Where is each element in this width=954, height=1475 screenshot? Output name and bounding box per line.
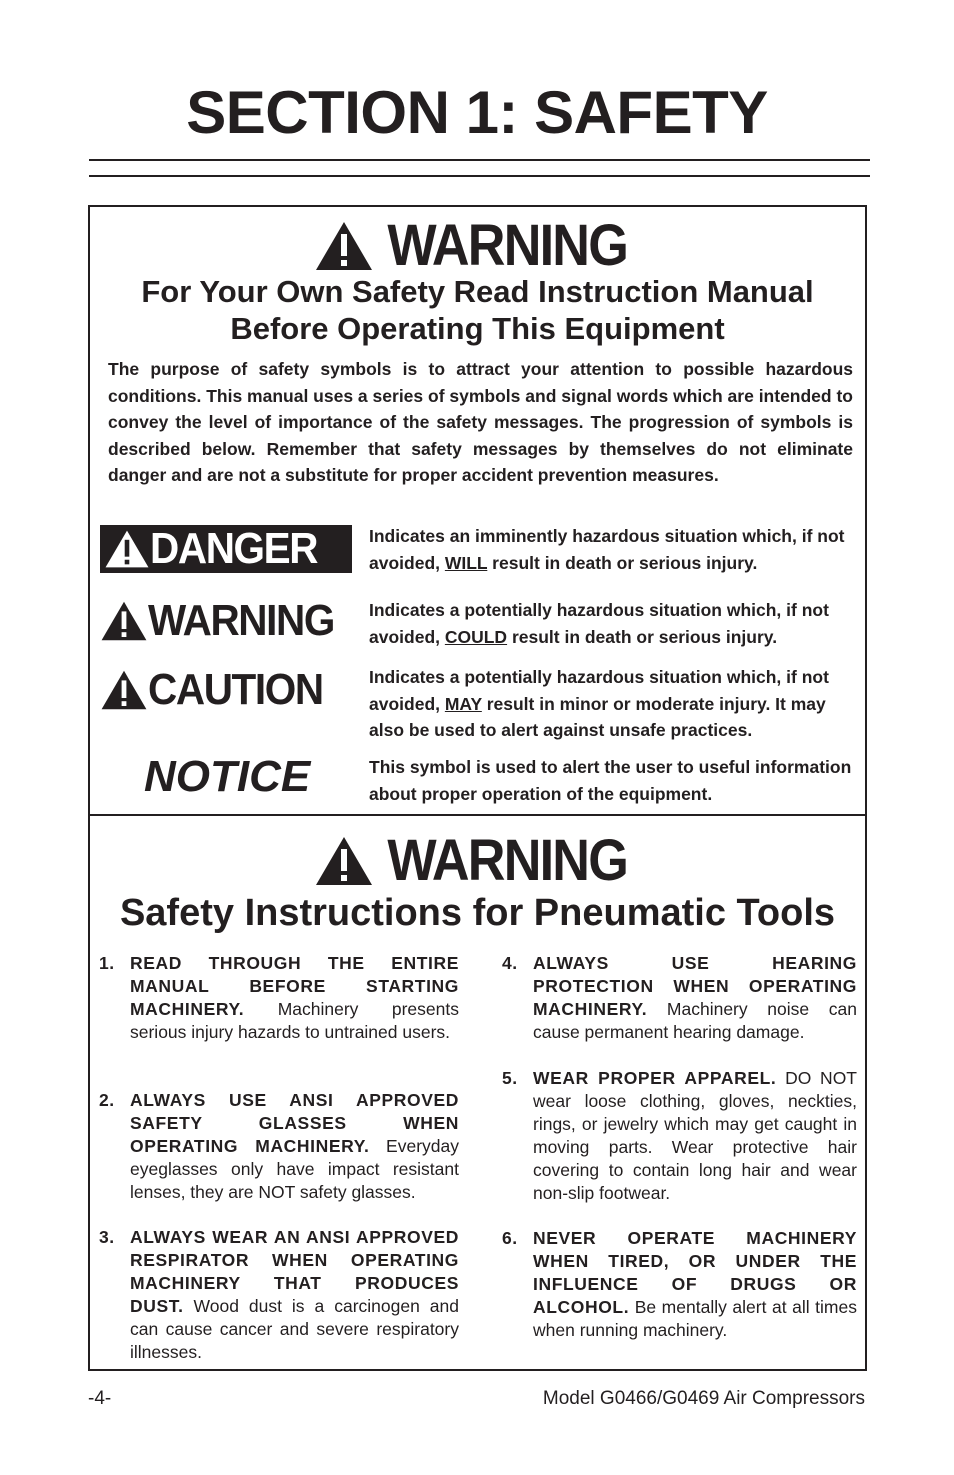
caution-word: CAUTION <box>148 665 323 714</box>
intro-paragraph: The purpose of safety symbols is to attract your attention to possible hazardous conditions. This manual uses a series of symbols and signal words which are intended to convey the level of importance of the safety messages. The progression of symbols is described below. Remember that safety messages by themselves do not eliminate danger and are not a substitute for proper accident prevention measures. <box>108 359 853 485</box>
list-item: 4. ALWAYS USE HEARING PROTECTION WHEN OPERATING MACHINERY. Machinery noise can cause permanent hearing damage. <box>502 953 857 1042</box>
danger-key-word: WILL <box>444 552 488 573</box>
page-number: -4- <box>88 1388 112 1409</box>
warning-triangle-icon <box>314 220 374 272</box>
subheading: Safety Instructions for Pneumatic Tools <box>119 892 836 934</box>
warning-description: Indicates a potentially hazardous situation which, if not avoided, COULD result in death or serious injury. <box>369 600 829 647</box>
warning-symbol <box>100 596 355 645</box>
warning-word: WARNING <box>387 828 628 893</box>
warning-triangle-icon <box>314 835 374 887</box>
notice-description: This symbol is used to alert the user to useful information about proper operation of the equipment. <box>369 757 852 804</box>
danger-badge <box>100 525 352 573</box>
section-title: SECTION 1: SAFETY <box>186 79 768 146</box>
list-item: 3. ALWAYS WEAR AN ANSI APPROVED RESPIRATOR WHEN OPERATING MACHINERY THAT PRODUCES DUST. Wood dust is a carcinogen and can cause cancer and severe respiratory illnesses. <box>99 1227 459 1362</box>
warning-triangle-icon <box>104 529 150 569</box>
top-rule <box>89 159 870 161</box>
list-item: 5. WEAR PROPER APPAREL. DO NOT wear loose clothing, gloves, neckties, rings, or jewelry which may get caught in moving parts. Wear protective hair covering to contain long hair and wear non-slip footwear. <box>502 1068 857 1203</box>
warning-word: WARNING <box>387 213 628 278</box>
model-footer: Model G0466/G0469 Air Compressors <box>542 1388 865 1409</box>
warning-header <box>90 213 865 278</box>
second-rule <box>89 175 870 177</box>
list-item: 2. ALWAYS USE ANSI APPROVED SAFETY GLASSES WHEN OPERATING MACHINERY. Everyday eyeglasses only have impact resistant lenses, they are NOT safety glasses. <box>99 1090 459 1202</box>
list-item: 6. NEVER OPERATE MACHINERY WHEN TIRED, OR UNDER THE INFLUENCE OF DRUGS OR ALCOHOL. Be mentally alert at all times when running machinery. <box>502 1228 857 1340</box>
warning-triangle-icon <box>100 669 148 711</box>
warning-header <box>90 828 865 893</box>
danger-symbol <box>100 525 355 573</box>
subheading-line2: Before Operating This Equipment <box>230 311 725 346</box>
caution-key-word: MAY <box>444 693 482 714</box>
pneumatic-safety-box <box>88 814 867 1371</box>
caution-symbol <box>100 665 355 714</box>
list-item: 1. READ THROUGH THE ENTIRE MANUAL BEFORE STARTING MACHINERY. Machinery presents serious injury hazards to untrained users. <box>99 953 459 1042</box>
subheading-line1: For Your Own Safety Read Instruction Manual <box>141 274 814 309</box>
caution-description: Indicates a potentially hazardous situation which, if not avoided, MAY result in minor or moderate injury. It may also be used to alert against unsafe practices. <box>369 667 829 740</box>
danger-word: DANGER <box>150 524 318 573</box>
warning-key-word: COULD <box>444 626 508 647</box>
warning-triangle-icon <box>100 600 148 642</box>
safety-symbols-box <box>88 205 867 816</box>
notice-word: NOTICE <box>144 752 311 801</box>
danger-description: Indicates an imminently hazardous situation which, if not avoided, WILL result in death or serious injury. <box>369 526 845 573</box>
warning-symbol-word: WARNING <box>148 596 334 645</box>
